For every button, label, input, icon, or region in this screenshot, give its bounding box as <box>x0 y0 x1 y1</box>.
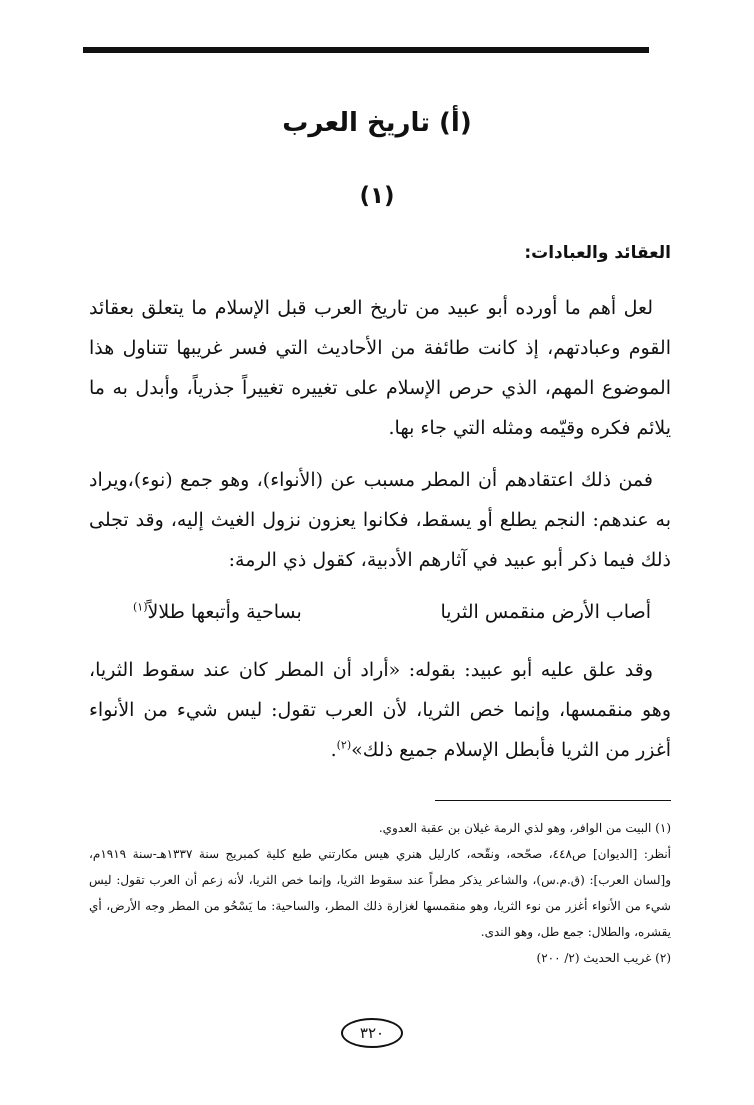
footnote-separator <box>435 800 671 801</box>
verse-second-text: بساحية وأتبعها طلالاً <box>147 601 302 623</box>
footnote-marker: (١) <box>133 600 148 614</box>
footnote-marker: (٢) <box>336 738 352 752</box>
footnote-1-line1: (١) البيت من الوافر، وهو لذي الرمة غيلان بن عقبة العدوي. <box>378 821 671 835</box>
paragraph <box>89 650 671 770</box>
body-text <box>89 288 671 782</box>
footnote-2: (٢) غريب الحديث (٢/ ٢٠٠) <box>536 951 671 965</box>
verse-first-hemistich: أصاب الأرض منقمس الثريا <box>440 601 651 623</box>
header-rule <box>83 47 649 53</box>
footnote-1-body: أنظر: [الديوان] ص٤٤٨، صحّحه، ونقّحه، كارليل هنري هيس مكارتني طبع كلية كمبريج سنة ١٣٣٧هـ-سنة ١٩١٩م، و[لسان العرب]: (ق.م.س)، والشاعر يذكر مطراً عند سقوط الثريا، وإنما خص الثريا، لأنه زعم أن العرب تقول: ليس شيء من الأنواء أغزر من نوء الثريا، وهو منقمسها لغزارة ذلك المطر، والساحية: ما يَسْحُو من المطر وجه الأرض، أي يقشره، والطلال: جمع طل، وهو الندى. <box>89 847 671 939</box>
paragraph: فمن ذلك اعتقادهم أن المطر مسبب عن (الأنواء)، وهو جمع (نوء)،ويراد به عندهم: النجم يطلع أو يسقط، فكانوا يعزون نزول الغيث إليه، وقد تجلى ذلك فيما ذكر أبو عبيد في آثارهم الأدبية، كقول ذي الرمة: <box>89 469 671 571</box>
paragraph: لعل أهم ما أورده أبو عبيد من تاريخ العرب قبل الإسلام ما يتعلق بعقائد القوم وعبادتهم، إذ كانت طائفة من الأحاديث التي فسر غريبها تتناول هذا الموضوع المهم، الذي حرص الإسلام على تغييره تغييراً جذرياً، وأبدل به ما يلائم فكره وقيّمه ومثله التي جاء بها. <box>89 297 671 439</box>
footnotes <box>89 815 671 971</box>
page-number: ٣٢٠ <box>341 1018 403 1048</box>
subheading: العقائد والعبادات: <box>524 243 671 263</box>
section-number: (١) <box>359 183 395 209</box>
poetry-verse <box>89 592 671 632</box>
paragraph-text: وقد علق عليه أبو عبيد: بقوله: «أراد أن المطر كان عند سقوط الثريا، وهو منقمسها، وإنما خص الثريا، لأن العرب تقول: ليس شيء من الأنواء أغزر من الثريا فأبطل الإسلام جميع ذلك» <box>89 659 671 761</box>
paragraph-end: . <box>330 739 337 761</box>
chapter-title: (أ) تاريخ العرب <box>282 108 472 138</box>
verse-second-hemistich <box>133 592 302 632</box>
